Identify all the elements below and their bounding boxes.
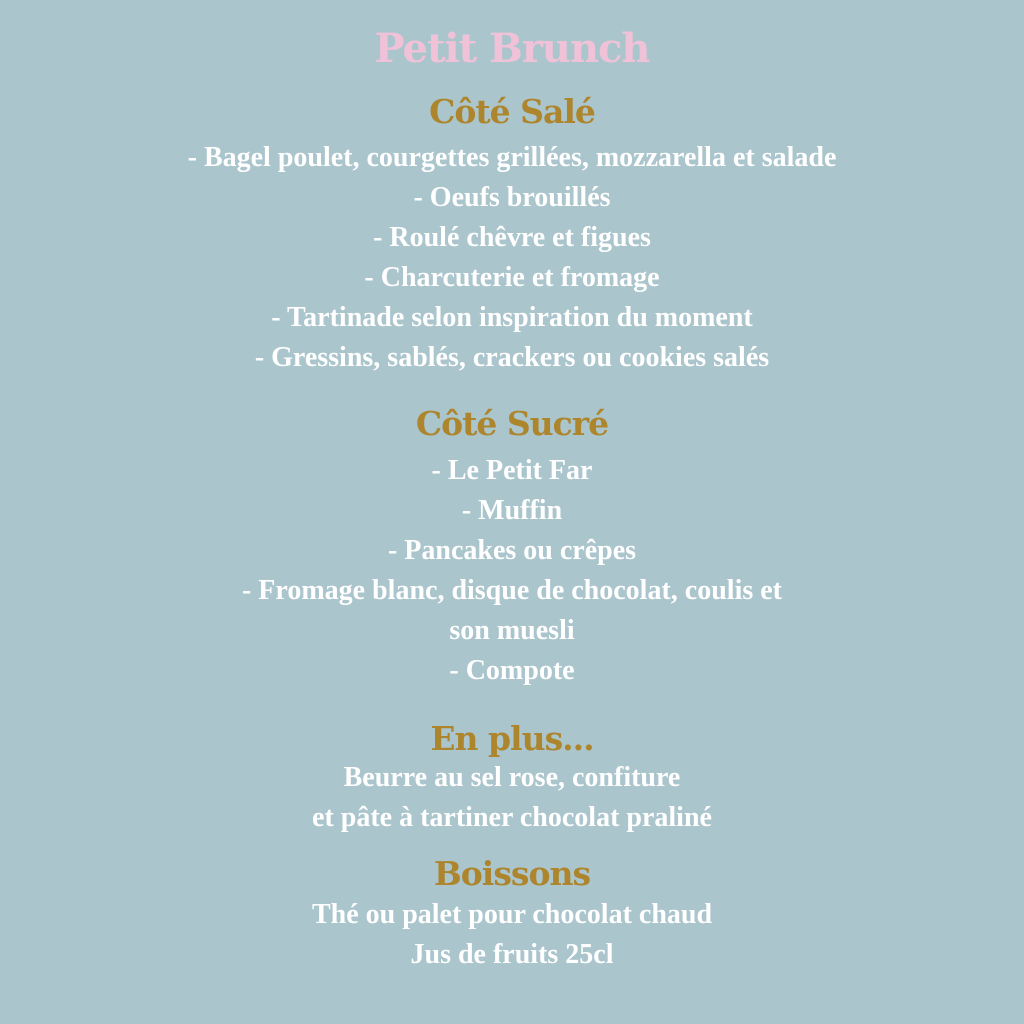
section-items-en-plus <box>0 758 1024 838</box>
menu-item: - Tartinade selon inspiration du moment <box>271 302 753 333</box>
menu-item: - Gressins, sablés, crackers ou cookies salés <box>254 342 770 373</box>
menu-item: - Roulé chêvre et figues <box>373 222 651 253</box>
section-heading-boissons: Boissons <box>433 854 591 893</box>
menu-item: et pâte à tartiner chocolat praliné <box>312 802 712 833</box>
section-heading-sucre: Côté Sucré <box>415 404 609 443</box>
menu-item: Jus de fruits 25cl <box>410 939 614 970</box>
section-items-boissons <box>0 895 1024 975</box>
section-heading-sale: Côté Salé <box>429 92 595 131</box>
section-items-sucre <box>0 451 1024 691</box>
menu-item: - Fromage blanc, disque de chocolat, coulis et <box>241 575 782 606</box>
menu-item: - Oeufs brouillés <box>413 182 611 213</box>
menu-item: son muesli <box>449 615 575 646</box>
section-heading-en-plus: En plus... <box>430 719 594 758</box>
menu-item: - Muffin <box>461 495 563 526</box>
menu-title: Petit Brunch <box>374 25 650 72</box>
menu-item: - Pancakes ou crêpes <box>387 535 637 566</box>
section-items-sale <box>0 138 1024 378</box>
menu-item: - Le Petit Far <box>431 455 593 486</box>
menu-item: Beurre au sel rose, confiture <box>343 762 681 793</box>
menu-item: - Charcuterie et fromage <box>364 262 660 293</box>
menu-item: - Bagel poulet, courgettes grillées, mozzarella et salade <box>187 142 837 173</box>
menu-item: - Compote <box>449 655 575 686</box>
menu-item: Thé ou palet pour chocolat chaud <box>311 899 713 930</box>
